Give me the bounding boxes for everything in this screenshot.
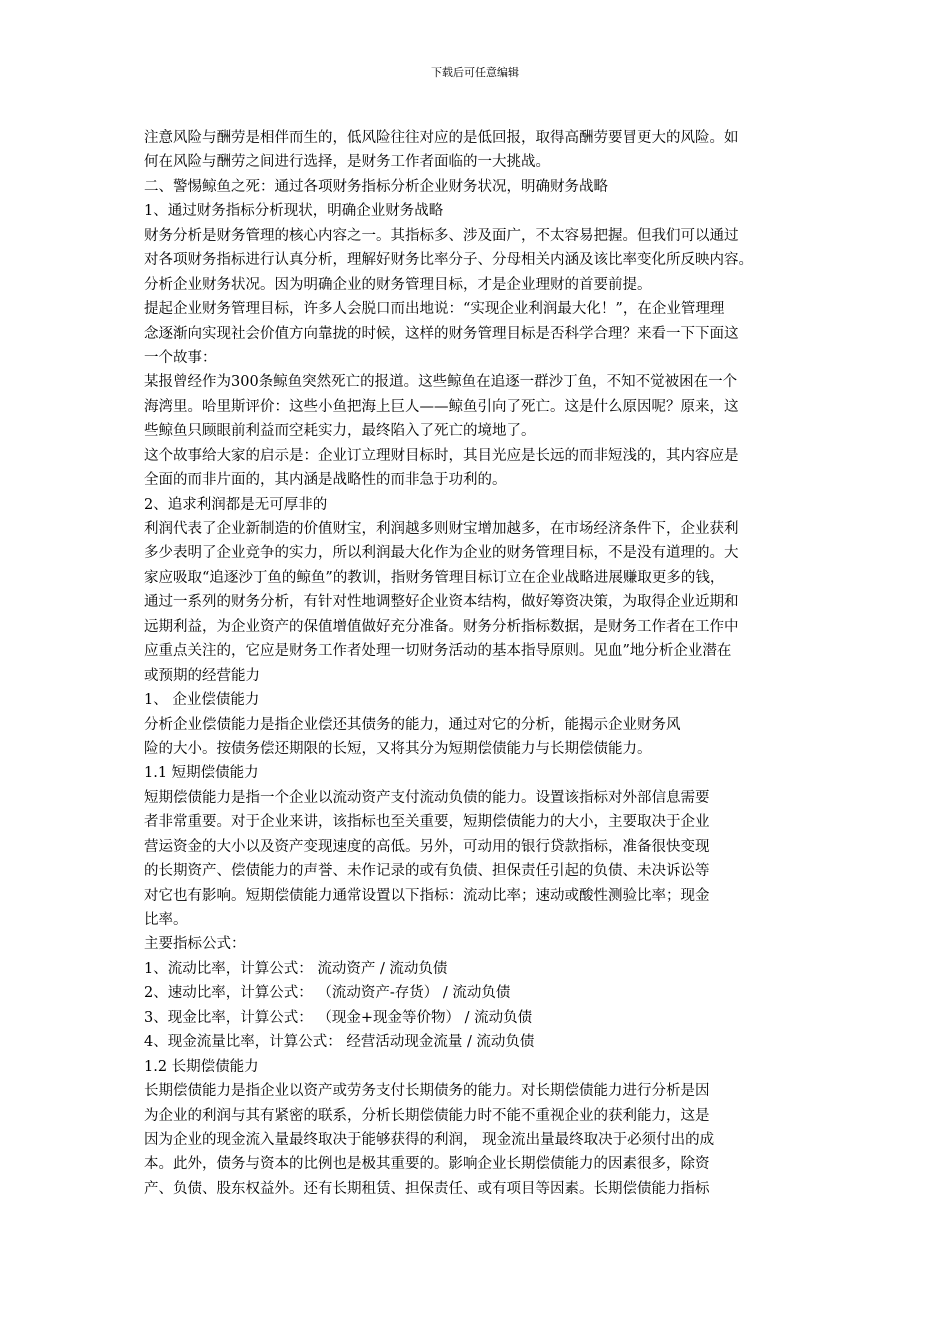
text-line: 对它也有影响。短期偿债能力通常设置以下指标：流动比率；速动或酸性测验比率；现金 [144,887,710,904]
page-header: 下载后可任意编辑 [431,66,519,79]
text-line: 应重点关注的，它应是财务工作者处理一切财务活动的基本指导原则。见血”地分析企业潜在 [144,643,732,660]
text-line: 3、现金比率，计算公式： （现金+现金等价物） / 流动负债 [144,1009,533,1026]
text-line: 分析企业偿债能力是指企业偿还其债务的能力，通过对它的分析，能揭示企业财务风 [144,716,681,733]
text-line: 家应吸取“追逐沙丁鱼的鲸鱼”的教训，指财务管理目标订立在企业战略进展赚取更多的钱， [144,569,725,586]
text-line: 因为企业的现金流入量最终取决于能够获得的利润， 现金流出量最终取决于必须付出的成 [144,1131,715,1148]
text-line: 海湾里。哈里斯评价：这些小鱼把海上巨人——鲸鱼引向了死亡。这是什么原因呢？原来，这 [144,398,739,415]
text-line: 提起企业财务管理目标，许多人会脱口而出地说：“实现企业利润最大化！”，在企业管理理 [144,301,725,318]
text-line: 为企业的利润与其有紧密的联系，分析长期偿债能力时不能不重视企业的获利能力，这是 [144,1107,710,1124]
text-line: 4、现金流量比率，计算公式： 经营活动现金流量 / 流动负债 [144,1034,535,1051]
text-line: 财务分析是财务管理的核心内容之一。其指标多、涉及面广，不太容易把握。但我们可以通过 [144,227,739,244]
text-line: 通过一系列的财务分析，有针对性地调整好企业资本结构，做好筹资决策，为取得企业近期和 [144,594,739,611]
text-line: 全面的而非片面的，其内涵是战略性的而非急于功利的。 [144,472,507,489]
text-line: 或预期的经营能力 [144,667,260,684]
text-line: 注意风险与酬劳是相伴而生的，低风险往往对应的是低回报，取得高酬劳要冒更大的风险。如 [144,130,739,146]
text-line: 一个故事： [144,349,217,366]
text-line: 比率。 [144,912,188,928]
text-line: 产、负债、股东权益外。还有长期租赁、担保责任、或有项目等因素。长期偿债能力指标 [144,1180,710,1197]
text-line: 主要指标公式： [144,936,246,953]
text-line: 短期偿债能力是指一个企业以流动资产支付流动负债的能力。设置该指标对外部信息需要 [144,789,710,806]
text-line: 分析企业财务状况。因为明确企业的财务管理目标，才是企业理财的首要前提。 [144,276,652,293]
text-line: 远期利益，为企业资产的保值增值做好充分准备。财务分析指标数据，是财务工作者在工作中 [144,618,739,635]
text-line: 者非常重要。对于企业来讲，该指标也至关重要，短期偿债能力的大小，主要取决于企业 [144,814,710,831]
text-line: 1、 企业偿债能力 [144,692,260,709]
text-line: 何在风险与酬劳之间进行选择，是财务工作者面临的一大挑战。 [144,154,550,171]
text-line: 2、速动比率，计算公式： （流动资产-存货） / 流动负债 [144,985,511,1002]
document-body [144,126,812,1201]
text-line: 1.1 短期偿债能力 [144,765,259,782]
text-line: 2、追求利润都是无可厚非的 [144,496,328,513]
text-line: 1、通过财务指标分析现状，明确企业财务战略 [144,203,444,220]
text-line: 1、流动比率，计算公式： 流动资产 / 流动负债 [144,960,448,977]
text-line: 念逐渐向实现社会价值方向靠拢的时候，这样的财务管理目标是否科学合理？来看一下下面这 [144,325,739,342]
text-line: 的长期资产、偿债能力的声誉、未作记录的或有负债、担保责任引起的负债、未决诉讼等 [144,863,710,880]
text-line: 对各项财务指标进行认真分析，理解好财务比率分子、分母相关内涵及该比率变化所反映内容。 [144,252,753,269]
text-line: 险的大小。按债务偿还期限的长短，又将其分为短期偿债能力与长期偿债能力。 [144,740,652,757]
text-line: 利润代表了企业新制造的价值财宝，利润越多则财宝增加越多，在市场经济条件下，企业获利 [144,521,739,537]
text-line: 多少表明了企业竞争的实力，所以利润最大化作为企业的财务管理目标，不是没有道理的。大 [144,545,739,562]
text-line: 这个故事给大家的启示是：企业订立理财目标时，其目光应是长远的而非短浅的，其内容应是 [144,447,739,464]
text-line: 本。此外，债务与资本的比例也是极其重要的。影响企业长期偿债能力的因素很多，除资 [144,1156,710,1173]
text-line: 营运资金的大小以及资产变现速度的高低。另外，可动用的银行贷款指标，准备很快变现 [144,838,710,855]
text-line: 1.2 长期偿债能力 [144,1058,259,1075]
text-line: 些鲸鱼只顾眼前利益而空耗实力，最终陷入了死亡的境地了。 [144,423,536,440]
text-line: 二、警惕鲸鱼之死：通过各项财务指标分析企业财务状况，明确财务战略 [144,178,608,195]
text-line: 长期偿债能力是指企业以资产或劳务支付长期债务的能力。对长期偿债能力进行分析是因 [144,1083,710,1100]
text-line: 某报曾经作为300条鲸鱼突然死亡的报道。这些鲸鱼在追逐一群沙丁鱼，不知不觉被困在一个 [144,374,738,391]
